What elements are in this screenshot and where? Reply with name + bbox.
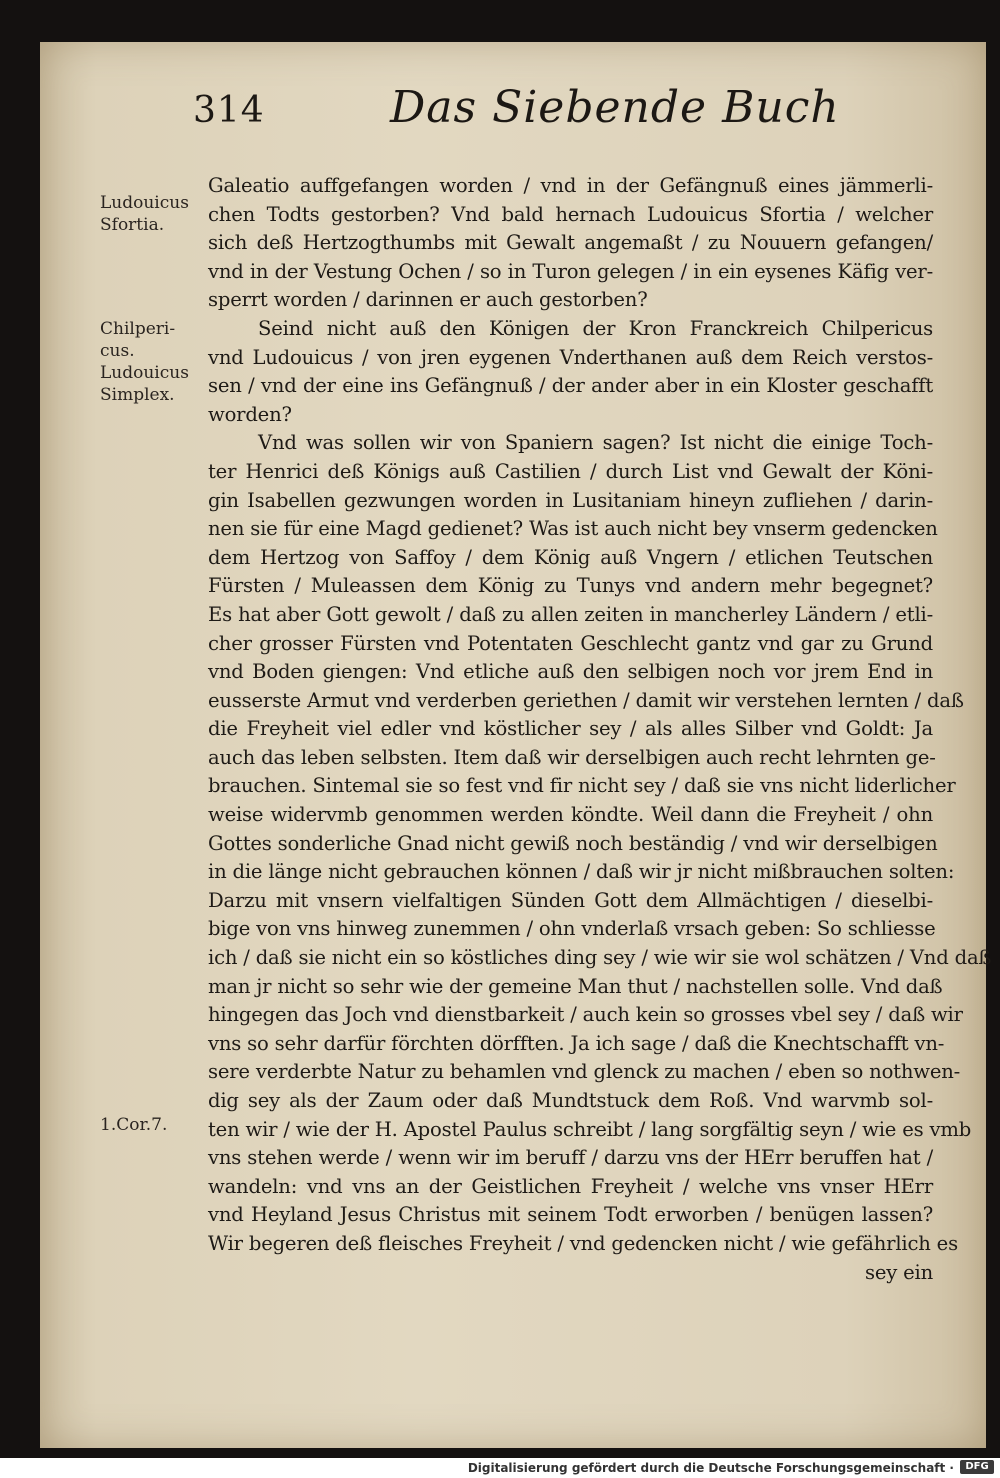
text-line: hingegen das Joch vnd dienstbarkeit / auch kein so grosses vbel sey / daß wir xyxy=(208,1003,963,1027)
text-line: sich deß Hertzogthumbs mit Gewalt angemaßt / zu Nouuern gefangen/ xyxy=(208,231,933,255)
text-line: wandeln: vnd vns an der Geistlichen Freyheit / welche vns vnser HErr xyxy=(208,1174,933,1198)
text-line: dem Hertzog von Saffoy / dem König auß Vngern / etlichen Teutschen xyxy=(208,545,933,569)
marginal-note-line: Chilperi- xyxy=(100,319,176,339)
text-line: vnd Heyland Jesus Christus mit seinem Todt erworben / benügen lassen? xyxy=(208,1203,933,1227)
text-line: nen sie für eine Magd gedienet? Was ist auch nicht bey vnserm gedencken xyxy=(208,517,938,541)
marginal-note-line: Ludouicus xyxy=(100,363,189,383)
marginal-note-line: 1.Cor.7. xyxy=(100,1115,168,1135)
text-line: vns stehen werde / wenn wir im beruff / darzu vns der HErr beruffen hat / xyxy=(208,1146,933,1170)
text-line: vnd in der Vestung Ochen / so in Turon gelegen / in ein eysenes Käfig ver- xyxy=(208,259,933,283)
text-line: weise widervmb genommen werden köndte. Weil dann die Freyheit / ohn xyxy=(208,803,933,827)
funding-credit: Digitalisierung gefördert durch die Deutsche Forschungsgemeinschaft · xyxy=(467,1461,954,1475)
text-line: chen Todts gestorben? Vnd bald hernach Ludouicus Sfortia / welcher xyxy=(208,202,933,226)
marginal-note-ludouicus-sfortia xyxy=(100,192,220,236)
text-line: auch das leben selbsten. Item daß wir derselbigen auch recht lehrnten ge- xyxy=(208,745,936,769)
text-line: brauchen. Sintemal sie so fest vnd fir nicht sey / daß sie vns nicht liderlicher xyxy=(208,774,956,798)
text-line: sen / vnd der eine ins Gefängnuß / der ander aber in ein Kloster geschafft xyxy=(208,374,933,398)
text-line: die Freyheit viel edler vnd köstlicher sey / als alles Silber vnd Goldt: Ja xyxy=(208,717,933,741)
text-line: Es hat aber Gott gewolt / daß zu allen zeiten in mancherley Ländern / etli- xyxy=(208,602,933,626)
text-line: Seind nicht auß den Königen der Kron Franckreich Chilpericus xyxy=(258,316,933,340)
text-line: sperrt worden / darinnen er auch gestorben? xyxy=(208,288,648,312)
running-head: Das Siebende Buch xyxy=(390,82,840,133)
text-line: ter Henrici deß Königs auß Castilien / durch List vnd Gewalt der Köni- xyxy=(208,459,933,483)
text-line: gin Isabellen gezwungen worden in Lusitaniam hineyn zufliehen / darin- xyxy=(208,488,933,512)
catchword: sey ein xyxy=(864,1260,933,1284)
text-line: vns so sehr darfür förchten dörfften. Ja ich sage / daß die Knechtschafft vn- xyxy=(208,1031,945,1055)
marginal-note-chilpericus xyxy=(100,318,220,406)
text-line: ten wir / wie der H. Apostel Paulus schreibt / lang sorgfältig seyn / wie es vmb xyxy=(208,1117,972,1141)
text-line: eusserste Armut vnd verderben geriethen / damit wir verstehen lernten / daß xyxy=(208,688,964,712)
text-line: vnd Ludouicus / von jren eygenen Vnderthanen auß dem Reich verstos- xyxy=(208,345,933,369)
text-line: sere verderbte Natur zu behamlen vnd glenck zu machen / eben so nothwen- xyxy=(208,1060,961,1084)
text-line: Galeatio auffgefangen worden / vnd in der Gefängnuß eines jämmerli- xyxy=(208,174,933,197)
text-line: Darzu mit vnsern vielfaltigen Sünden Gott dem Allmächtigen / dieselbi- xyxy=(208,888,933,912)
text-line: Gottes sonderliche Gnad nicht gewiß noch beständig / vnd wir derselbigen xyxy=(208,831,938,855)
text-line: in die länge nicht gebrauchen können / daß wir jr nicht mißbrauchen solten: xyxy=(208,860,955,884)
marginal-note-line: Sfortia. xyxy=(100,215,165,235)
dfg-logo: DFG xyxy=(960,1460,994,1474)
digitization-footer xyxy=(0,1458,1000,1478)
page-header xyxy=(0,82,1000,142)
text-line: ich / daß sie nicht ein so köstliches ding sey / wie wir sie wol schätzen / Vnd daß xyxy=(208,946,992,970)
text-line: cher grosser Fürsten vnd Potentaten Geschlecht gantz vnd gar zu Grund xyxy=(208,631,933,655)
text-line: Wir begeren deß fleisches Freyheit / vnd gedencken nicht / wie gefährlich es xyxy=(208,1231,958,1255)
text-line: vnd Boden giengen: Vnd etliche auß den selbigen noch vor jrem End in xyxy=(208,660,933,684)
text-line: Vnd was sollen wir von Spaniern sagen? Ist nicht die einige Toch- xyxy=(258,431,933,455)
text-line: bige von vns hinweg zunemmen / ohn vnderlaß vrsach geben: So schliesse xyxy=(208,917,936,941)
marginal-note-line: Simplex. xyxy=(100,385,175,405)
text-line: man jr nicht so sehr wie der gemeine Man thut / nachstellen solle. Vnd daß xyxy=(208,974,943,998)
page-number: 314 xyxy=(193,90,265,131)
text-line: dig sey als der Zaum oder daß Mundtstuck dem Roß. Vnd warvmb sol- xyxy=(208,1089,933,1112)
marginal-note-line: cus. xyxy=(100,341,135,361)
text-line: Fürsten / Muleassen dem König zu Tunys vnd andern mehr begegnet? xyxy=(208,574,933,598)
text-line: worden? xyxy=(208,402,292,426)
body-text xyxy=(208,172,992,1287)
marginal-note-line: Ludouicus xyxy=(100,193,189,213)
marginal-note-corinthians xyxy=(100,1114,220,1136)
